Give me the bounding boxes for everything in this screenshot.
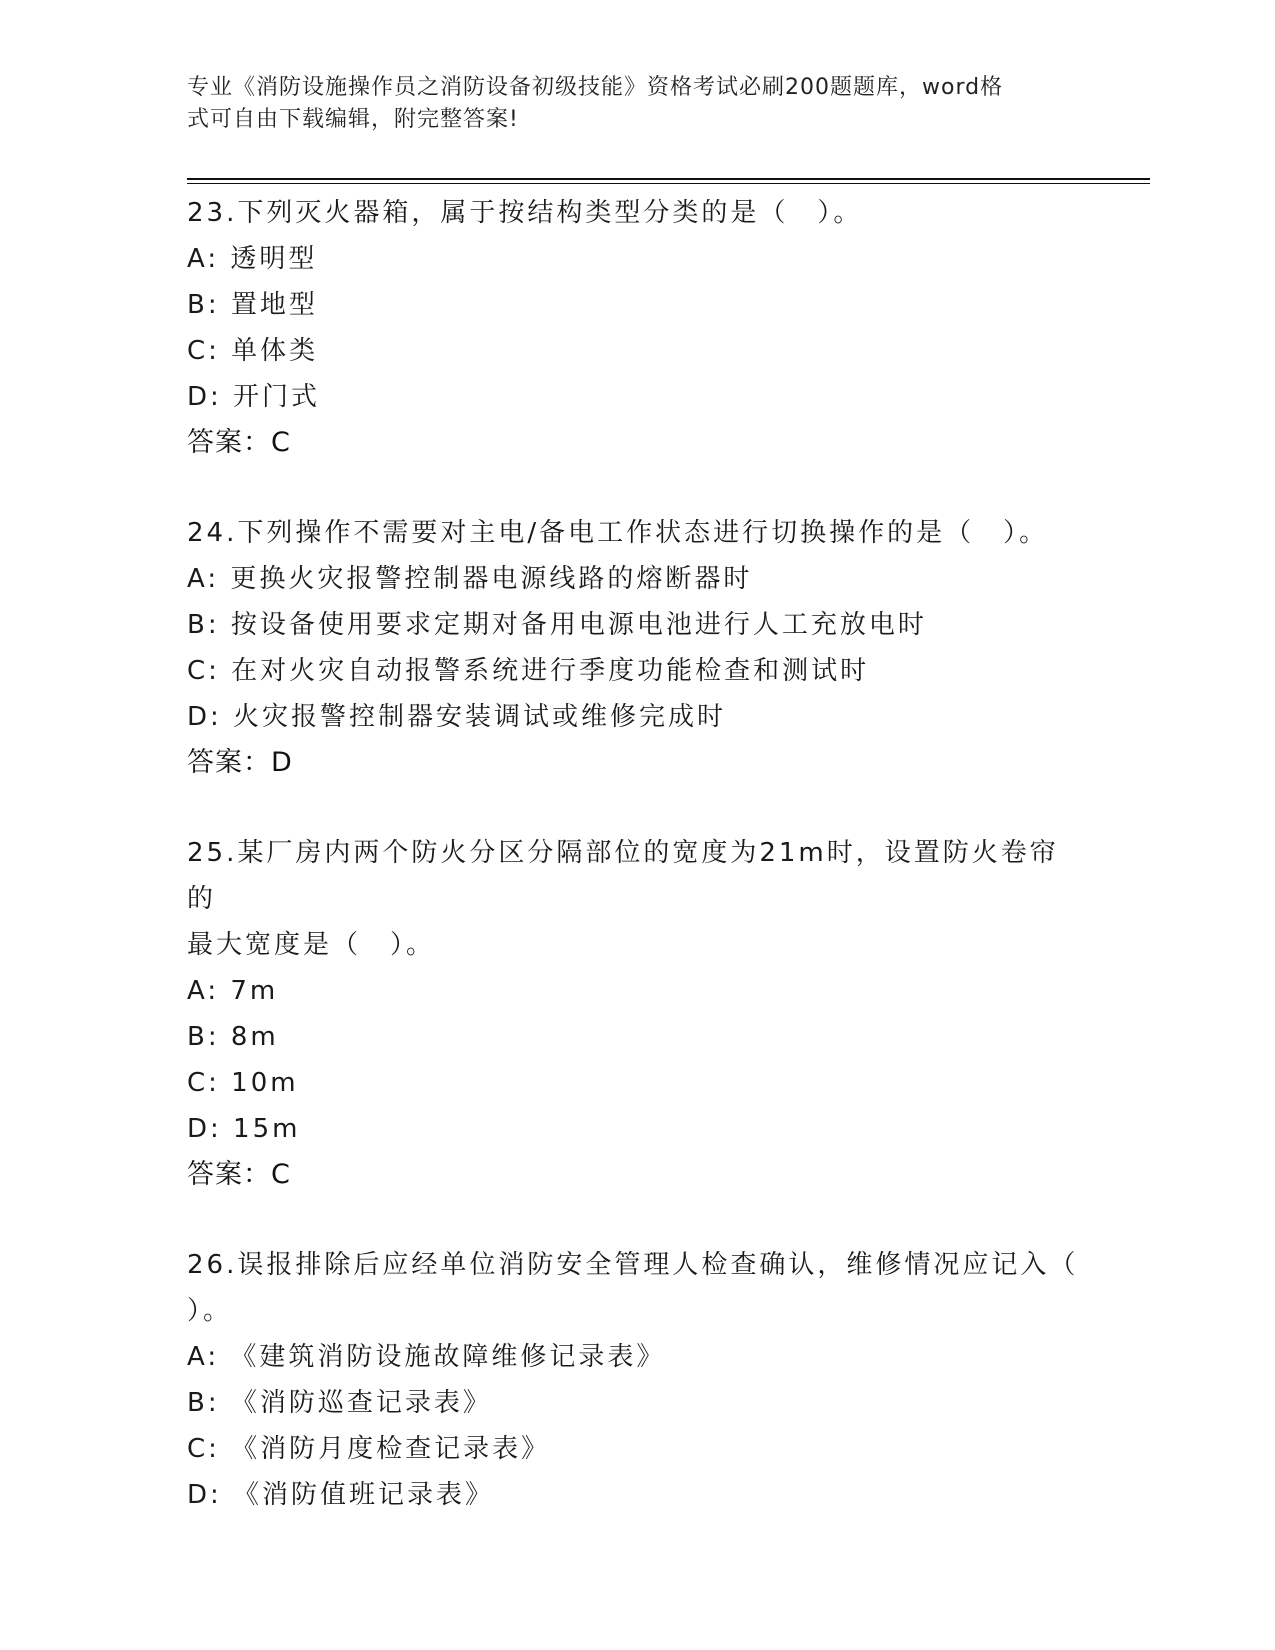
question-25 — [187, 830, 1087, 1198]
question-23 — [187, 190, 1087, 466]
question-list — [187, 190, 1087, 1518]
option-c: C: 在对火灾自动报警系统进行季度功能检查和测试时 — [187, 656, 870, 686]
question-spacer — [187, 466, 1087, 510]
answer: 答案：D — [187, 747, 293, 778]
question-spacer — [187, 786, 1087, 830]
option-a: A: 透明型 — [187, 244, 318, 274]
header-line-1: 专业《消防设施操作员之消防设备初级技能》资格考试必刷200题题库，word格 — [187, 75, 1004, 100]
header-divider-thick — [187, 178, 1150, 180]
option-d: D: 《消防值班记录表》 — [187, 1480, 495, 1510]
question-26 — [187, 1242, 1087, 1518]
question-24 — [187, 510, 1087, 786]
question-stem-line-1: 26.误报排除后应经单位消防安全管理人检查确认，维修情况应记入（ — [187, 1250, 1079, 1280]
option-b: B: 《消防巡查记录表》 — [187, 1388, 492, 1418]
option-a: A: 7m — [187, 976, 279, 1006]
header-line-2: 式可自由下载编辑，附完整答案! — [187, 107, 519, 132]
option-b: B: 8m — [187, 1022, 279, 1052]
option-c: C: 《消防月度检查记录表》 — [187, 1434, 551, 1464]
option-b: B: 按设备使用要求定期对备用电源电池进行人工充放电时 — [187, 610, 927, 640]
option-d: D: 开门式 — [187, 382, 321, 412]
question-spacer — [187, 1198, 1087, 1242]
header-divider-thin — [187, 183, 1150, 184]
option-b: B: 置地型 — [187, 290, 318, 320]
question-stem-line-2: 最大宽度是（ ）。 — [187, 930, 436, 960]
answer: 答案：C — [187, 427, 291, 458]
document-header — [187, 72, 1067, 136]
question-stem: 24.下列操作不需要对主电/备电工作状态进行切换操作的是（ ）。 — [187, 518, 1049, 548]
option-a: A: 《建筑消防设施故障维修记录表》 — [187, 1342, 666, 1372]
option-a: A: 更换火灾报警控制器电源线路的熔断器时 — [187, 564, 753, 594]
option-d: D: 15m — [187, 1114, 301, 1144]
question-stem: 23.下列灭火器箱，属于按结构类型分类的是（ ）。 — [187, 198, 863, 228]
option-c: C: 单体类 — [187, 336, 319, 366]
option-c: C: 10m — [187, 1068, 299, 1098]
question-stem-line-1: 25.某厂房内两个防火分区分隔部位的宽度为21m时，设置防火卷帘的 — [187, 838, 1059, 914]
question-stem-line-2: ）。 — [187, 1296, 233, 1326]
answer: 答案：C — [187, 1159, 291, 1190]
option-d: D: 火灾报警控制器安装调试或维修完成时 — [187, 702, 727, 732]
